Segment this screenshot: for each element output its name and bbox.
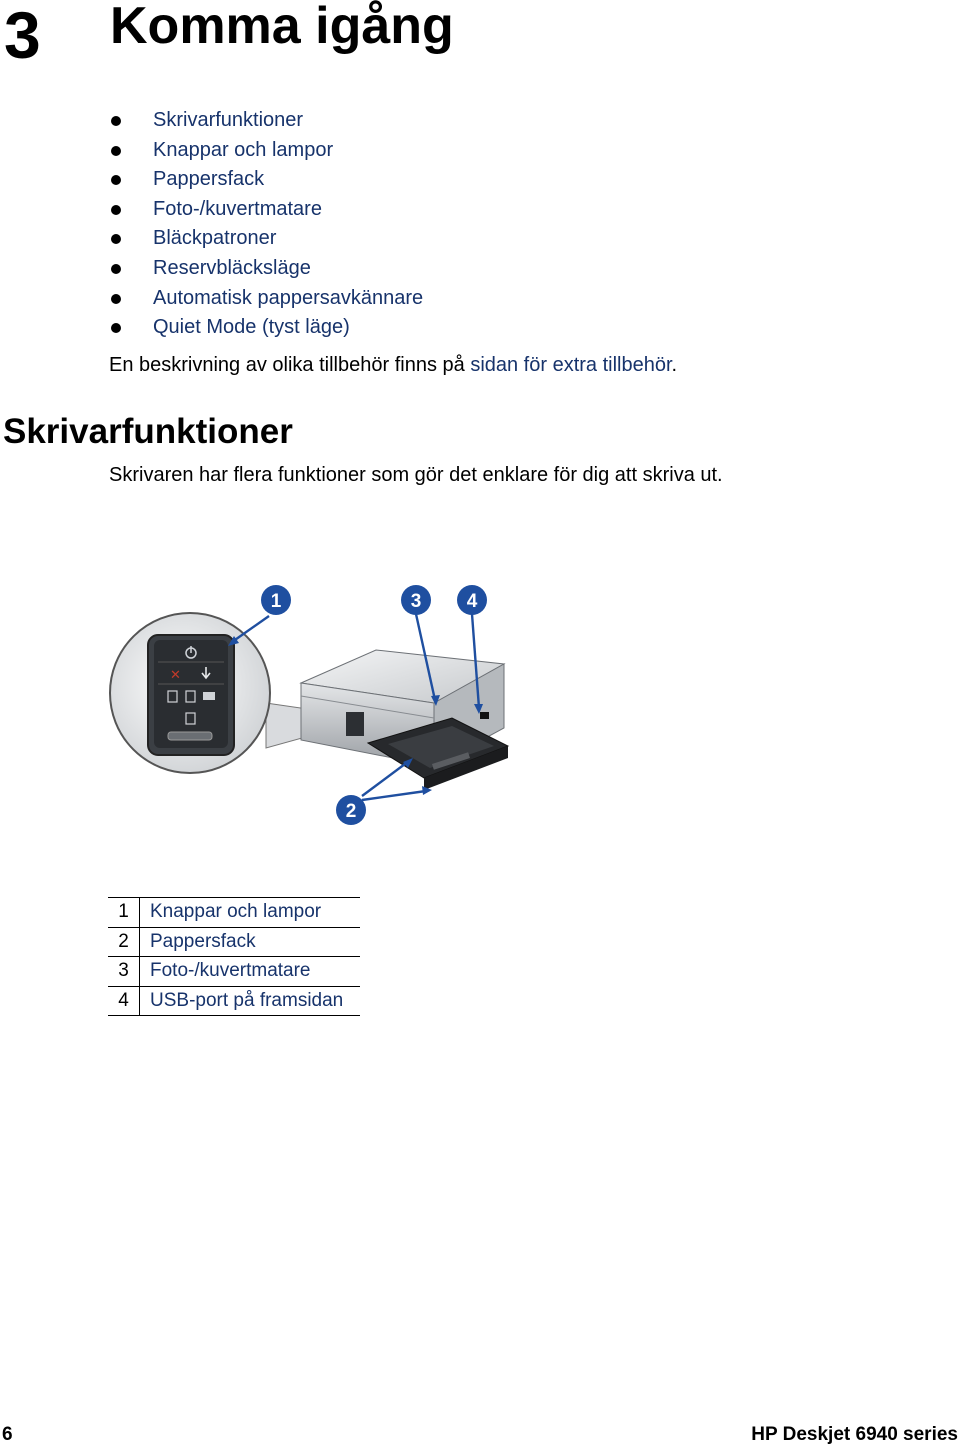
bullet-icon xyxy=(111,323,121,333)
section-paragraph: Skrivaren har flera funktioner som gör det enklare för dig att skriva ut. xyxy=(109,464,723,486)
legend-link[interactable] xyxy=(140,986,361,1016)
network-icon xyxy=(203,692,215,700)
bullet-icon xyxy=(111,264,121,274)
legend-label[interactable]: Knappar och lampor xyxy=(150,901,322,922)
legend-number: 3 xyxy=(108,957,140,987)
bullet-icon xyxy=(111,294,121,304)
callout-3 xyxy=(401,585,431,615)
list-item xyxy=(110,313,423,343)
intro-text: En beskrivning av olika tillbehör finns på xyxy=(109,354,471,376)
bullet-icon xyxy=(111,234,121,244)
legend-number: 1 xyxy=(108,898,140,928)
bullet-icon xyxy=(111,205,121,215)
page-number: 6 xyxy=(2,1424,13,1445)
section-title: Skrivarfunktioner xyxy=(3,412,293,451)
topic-link-pappersfack[interactable]: Pappersfack xyxy=(153,168,265,191)
printer-illustration xyxy=(106,578,526,833)
table-row xyxy=(108,986,360,1016)
usb-port xyxy=(480,712,489,719)
list-item xyxy=(110,165,423,195)
callout-legend-table xyxy=(108,897,360,1016)
bullet-icon xyxy=(111,175,121,185)
callout-4 xyxy=(457,585,487,615)
topic-link-pappersavkannare[interactable]: Automatisk pappersavkännare xyxy=(153,286,424,309)
topic-link-blackpatroner[interactable]: Bläckpatroner xyxy=(153,227,277,250)
callout-1-label: 1 xyxy=(270,591,282,612)
legend-label[interactable]: Pappersfack xyxy=(150,930,256,952)
legend-link[interactable] xyxy=(140,957,361,987)
list-item xyxy=(110,106,423,136)
topic-link-quiet-mode[interactable]: Quiet Mode (tyst läge) xyxy=(153,316,350,339)
table-row xyxy=(108,898,360,928)
legend-number: 2 xyxy=(108,927,140,957)
bullet-icon xyxy=(111,146,121,156)
list-item xyxy=(110,284,423,314)
cancel-icon: ✕ xyxy=(170,668,181,683)
product-name: HP Deskjet 6940 series xyxy=(751,1424,958,1445)
lcd-bar xyxy=(168,732,212,740)
list-item xyxy=(110,195,423,225)
topic-link-reservblack[interactable]: Reservbläcksläge xyxy=(153,256,311,279)
intro-end: . xyxy=(671,354,678,376)
legend-link[interactable] xyxy=(140,898,361,928)
topic-link-skrivarfunktioner[interactable]: Skrivarfunktioner xyxy=(153,109,304,131)
chapter-number: 3 xyxy=(4,0,41,72)
legend-label[interactable]: USB-port på framsidan xyxy=(150,989,344,1011)
table-row xyxy=(108,957,360,987)
bullet-icon xyxy=(111,116,121,126)
legend-number: 4 xyxy=(108,986,140,1016)
legend-label[interactable]: Foto-/kuvertmatare xyxy=(150,960,311,981)
chapter-title: Komma igång xyxy=(110,0,454,55)
topic-list xyxy=(110,106,423,343)
callout-3-label: 3 xyxy=(410,591,422,612)
callout-4-label: 4 xyxy=(466,591,478,612)
accessories-link[interactable]: sidan för extra tillbehör xyxy=(470,354,672,376)
topic-link-fotomatare[interactable]: Foto-/kuvertmatare xyxy=(153,197,322,220)
callout-1 xyxy=(261,585,291,615)
printer-panel xyxy=(346,712,364,736)
topic-link-knappar[interactable]: Knappar och lampor xyxy=(153,138,334,161)
list-item xyxy=(110,136,423,166)
list-item xyxy=(110,254,423,284)
legend-link[interactable] xyxy=(140,927,361,957)
callout-2-label: 2 xyxy=(345,801,357,822)
table-row xyxy=(108,927,360,957)
list-item xyxy=(110,224,423,254)
callout-2 xyxy=(336,795,366,825)
intro-paragraph xyxy=(109,352,677,378)
